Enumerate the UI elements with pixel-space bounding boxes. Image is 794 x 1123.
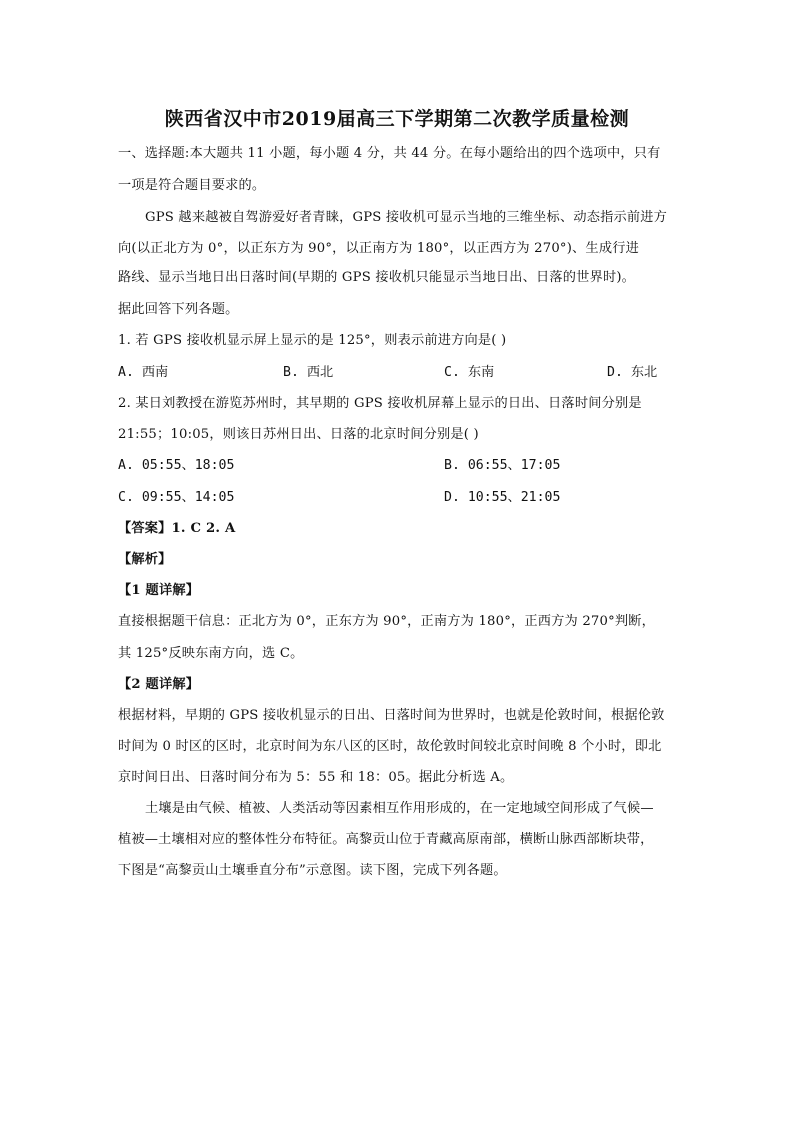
q2-stem-line-2: 21:55；10:05，则该日苏州日出、日落的北京时间分别是( ) bbox=[118, 427, 479, 442]
passage2-line-3: 下图是“高黎贡山土壤垂直分布”示意图。读下图，完成下列各题。 bbox=[118, 863, 507, 878]
q2-option-d: D. 10:55、21:05 bbox=[444, 490, 561, 505]
detail1-line-2: 其 125°反映东南方向，选 C。 bbox=[118, 646, 304, 661]
q1-option-b: B. 西北 bbox=[283, 365, 334, 380]
passage1-line-2: 向(以正北方为 0°，以正东方为 90°，以正南方为 180°，以正西方为 270°)、生成行进 bbox=[118, 241, 639, 256]
detail2-line-2: 时间为 0 时区的区时，北京时间为东八区的区时，故伦敦时间较北京时间晚 8 个小时，即北 bbox=[118, 739, 662, 754]
document-title: 陕西省汉中市2019届高三下学期第二次教学质量检测 bbox=[164, 108, 630, 130]
passage1-line-4: 据此回答下列各题。 bbox=[118, 302, 239, 317]
passage2-line-1: 土壤是由气候、植被、人类活动等因素相互作用形成的，在一定地域空间形成了气候— bbox=[145, 801, 654, 816]
detail1-line-1: 直接根据题干信息：正北方为 0°，正东方为 90°，正南方为 180°，正西方为 270°判断， bbox=[118, 614, 656, 629]
detail2-line-1: 根据材料，早期的 GPS 接收机显示的日出、日落时间为世界时，也就是伦敦时间，根据伦敦 bbox=[118, 708, 665, 723]
q2-option-a: A. 05:55、18:05 bbox=[118, 458, 235, 473]
answer-line: 【答案】1. C 2. A bbox=[118, 521, 236, 536]
q2-option-c: C. 09:55、14:05 bbox=[118, 490, 235, 505]
q2-stem-line-1: 2. 某日刘教授在游览苏州时，其早期的 GPS 接收机屏幕上显示的日出、日落时间分别是 bbox=[118, 396, 642, 411]
q1-option-d: D. 东北 bbox=[607, 365, 658, 380]
q1-stem: 1. 若 GPS 接收机显示屏上显示的是 125°，则表示前进方向是( ) bbox=[118, 333, 507, 348]
section-intro-line-1: 一、选择题:本大题共 11 小题，每小题 4 分，共 44 分。在每小题给出的四个选项中，只有 bbox=[118, 146, 661, 161]
detail2-line-3: 京时间日出、日落时间分布为 5：55 和 18：05。据此分析选 A。 bbox=[118, 770, 514, 785]
passage1-line-1: GPS 越来越被自驾游爱好者青睐，GPS 接收机可显示当地的三维坐标、动态指示前进方 bbox=[145, 210, 668, 225]
detail2-label: 【2 题详解】 bbox=[118, 677, 200, 692]
detail1-label: 【1 题详解】 bbox=[118, 583, 200, 598]
section-intro-line-2: 一项是符合题目要求的。 bbox=[118, 178, 266, 193]
passage2-line-2: 植被—土壤相对应的整体性分布特征。高黎贡山位于青藏高原南部，横断山脉西部断块带， bbox=[118, 832, 654, 847]
passage1-line-3: 路线、显示当地日出日落时间(早期的 GPS 接收机只能显示当地日出、日落的世界时)。 bbox=[118, 270, 636, 285]
q1-option-c: C. 东南 bbox=[444, 365, 495, 380]
q2-option-b: B. 06:55、17:05 bbox=[444, 458, 561, 473]
analysis-label: 【解析】 bbox=[118, 552, 172, 567]
q1-option-a: A. 西南 bbox=[118, 365, 169, 380]
